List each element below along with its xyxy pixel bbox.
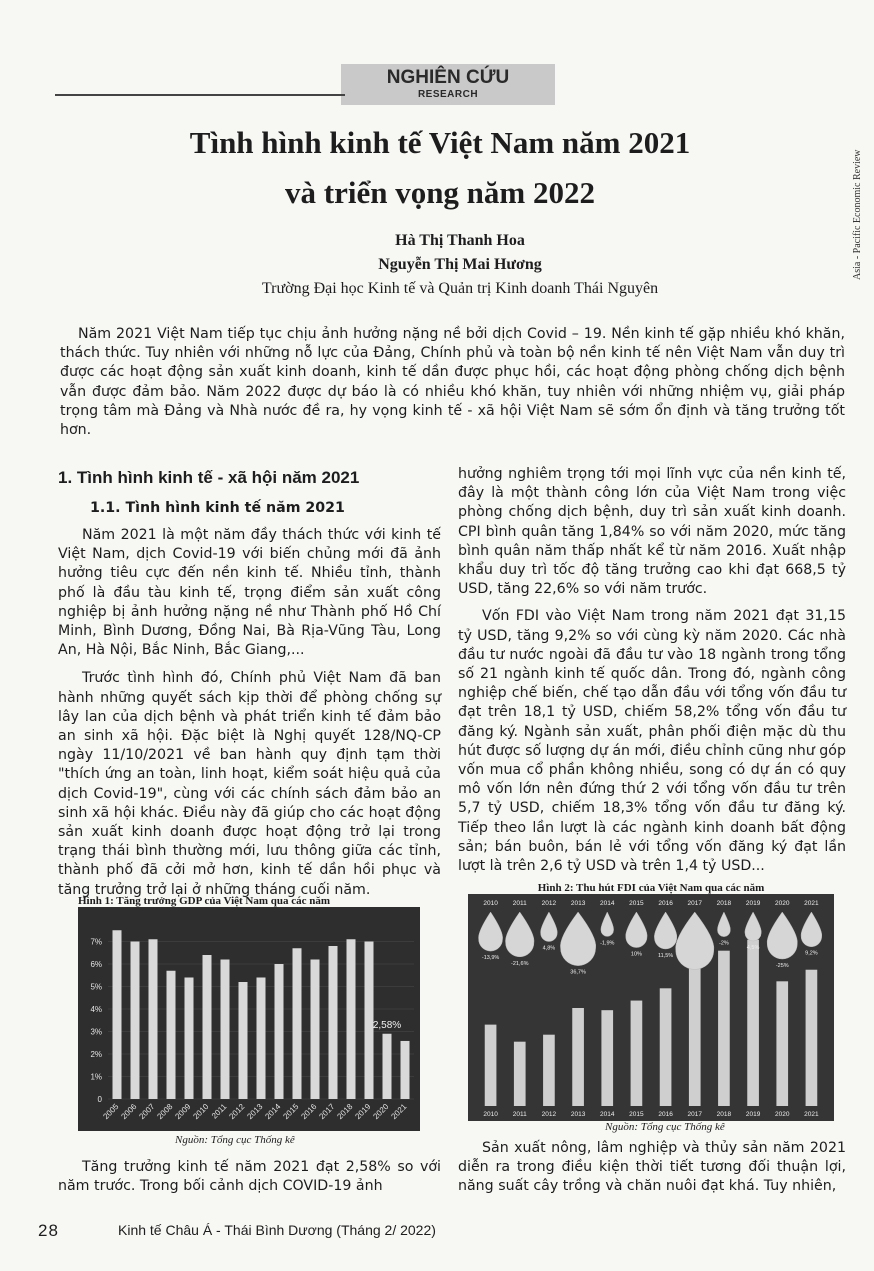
bar-2017	[689, 949, 701, 1106]
bar-2014	[275, 964, 284, 1099]
bar-2009	[185, 978, 194, 1100]
left-paragraph-2: Trước tình hình đó, Chính phủ Việt Nam đã ban hành những quyết sách kịp thời để phòng chống sự lây lan của dịch bệnh và phát triển kinh tế đảm bảo an sinh xã hội. Đặc biệt là Nghị quyết 128/NQ-CP ngày 11/10/2021 về ban hành quy định tạm thời "thích ứng an toàn, linh hoạt, kiểm soát hiệu quả của dịch Covid-19", cùng với các chính sách đảm bảo an sinh xã hội khác. Điều này đã giúp cho các hoạt động sản xuất kinh doanh được hoạt động trở lại trong trạng thái bình thường mới, lưu thông giữa các tỉnh, thành phố đã cởi mở hơn, kinh tế dần hồi phục và tăng trưởng trở lại ở những tháng cuối năm.	[58, 670, 441, 898]
journal-side-label: Asia - Pacific Economic Review	[852, 149, 863, 280]
growth-label: -1,9%	[600, 940, 615, 947]
bar-2021	[401, 1041, 410, 1099]
y-tick-label: 3%	[90, 1027, 102, 1037]
y-tick-label: 5%	[90, 982, 102, 992]
x-tick-label: 2012	[227, 1102, 247, 1121]
x-tick-label: 2005	[101, 1102, 121, 1121]
growth-label: -2%	[719, 940, 729, 947]
top-year-label: 2017	[687, 900, 702, 907]
growth-droplet	[479, 912, 503, 951]
right-paragraph-1: hưởng nghiêm trọng tới mọi lĩnh vực của nền kinh tế, đây là một thành công lớn của Việt Nam trong việc phòng chống dịch bệnh, duy trì sản xuất kinh doanh. CPI bình quân tăng 1,84% so với năm 2020, mức tăng bình quân năm thấp nhất kể từ năm 2016. Xuất nhập khẩu duy trì tốc độ tăng trưởng cao khi đạt 668,5 tỷ USD, tăng 22,6% so với năm trước.	[458, 466, 846, 598]
growth-label: 4,5%	[746, 945, 760, 952]
left-paragraph-1: Năm 2021 là một năm đầy thách thức với kinh tế Việt Nam, dịch Covid-19 với biến chủng mới đã ảnh hưởng tiêu cực đến nền kinh tế. Nhiều tỉnh, thành phố là đầu tàu kinh tế, trọng điểm sản xuất công nghiệp bị ảnh hưởng nặng nề như Thành phố Hồ Chí Minh, Bình Dương, Đồng Nai, Bà Rịa-Vũng Tàu, Long An, Hà Nội, Bắc Ninh, Bắc Giang,...	[58, 527, 441, 659]
bar-2007	[149, 939, 158, 1099]
right-column	[458, 465, 846, 876]
x-tick-label: 2013	[245, 1102, 265, 1121]
top-year-label: 2010	[483, 900, 498, 907]
left-column	[58, 526, 441, 900]
top-year-label: 2019	[745, 900, 761, 907]
top-year-label: 2014	[600, 900, 615, 907]
top-year-label: 2011	[512, 900, 527, 907]
bar-2020	[383, 1034, 392, 1099]
abstract: Năm 2021 Việt Nam tiếp tục chịu ảnh hưởng nặng nề bởi dịch Covid – 19. Nền kinh tế gặp nhiều khó khăn, thách thức. Tuy nhiên với những nỗ lực của Đảng, Chính phủ và toàn bộ nền kinh tế nên Việt Nam vẫn duy trì được các hoạt động sản xuất kinh doanh, kinh tế dần được phục hồi, các hoạt động phòng chống dịch bệnh vẫn được đảm bảo. Năm 2022 được dự báo là có nhiều khó khăn, tuy nhiên với những nhiệm vụ, giải pháp trọng tâm mà Đảng và Nhà nước đề ra, hy vọng kinh tế - xã hội Việt Nam sẽ sớm ổn định và tăng trưởng tốt hơn.	[60, 326, 845, 439]
bottom-year-label: 2016	[658, 1111, 673, 1118]
x-tick-label: 2014	[263, 1102, 283, 1121]
section-tab	[341, 64, 555, 105]
top-year-label: 2016	[658, 900, 673, 907]
growth-droplet	[560, 912, 595, 966]
growth-label: 10%	[630, 951, 642, 958]
bar-2011	[221, 960, 230, 1100]
x-tick-label: 2008	[155, 1102, 175, 1121]
header-rule	[55, 94, 345, 96]
title-line-2: và triển vọng năm 2022	[285, 175, 595, 210]
section-heading-1: 1. Tình hình kinh tế - xã hội năm 2021	[58, 468, 360, 487]
left-column-tail	[58, 1158, 441, 1196]
y-tick-label: 6%	[90, 960, 102, 969]
y-tick-label: 1%	[90, 1072, 102, 1082]
growth-droplet	[717, 912, 730, 937]
subsection-heading-1-1: 1.1. Tình hình kinh tế năm 2021	[90, 500, 345, 516]
bar-2015	[631, 1001, 643, 1106]
growth-droplet	[676, 912, 714, 969]
bar-2012	[543, 1035, 555, 1106]
bar-2016	[660, 988, 672, 1106]
bar-2011	[514, 1042, 526, 1106]
bottom-year-label: 2011	[512, 1111, 527, 1118]
growth-droplet	[654, 912, 676, 949]
top-year-label: 2013	[570, 900, 586, 907]
top-year-label: 2015	[629, 900, 644, 907]
bar-2020	[776, 981, 788, 1106]
bottom-year-label: 2017	[687, 1111, 702, 1118]
growth-label: 9,2%	[805, 950, 818, 957]
bottom-year-label: 2019	[745, 1111, 761, 1118]
growth-label: 4,8%	[542, 945, 556, 952]
authors-block	[170, 229, 750, 301]
data-label: 2,58%	[372, 1019, 402, 1031]
bar-2014	[601, 1010, 613, 1106]
growth-droplet	[745, 912, 761, 941]
right-paragraph-3: Sản xuất nông, lâm nghiệp và thủy sản năm 2021 diễn ra trong điều kiện thời tiết tương đối thuận lợi, năng suất cây trồng và chăn nuôi đạt khá. Tuy nhiên,	[458, 1140, 846, 1195]
growth-label: -25%	[775, 963, 789, 969]
growth-droplet	[626, 912, 647, 948]
journal-footer: Kinh tế Châu Á - Thái Bình Dương (Tháng 2/ 2022)	[118, 1222, 436, 1238]
y-tick-label: 2%	[90, 1050, 102, 1059]
figure-2-chart	[468, 894, 834, 1121]
bar-2018	[718, 951, 730, 1106]
section-sublabel: RESEARCH	[417, 89, 479, 100]
growth-label: 11,5%	[657, 952, 674, 959]
growth-label: -13,9%	[481, 955, 500, 962]
y-tick-label: 4%	[90, 1005, 102, 1014]
right-paragraph-2: Vốn FDI vào Việt Nam trong năm 2021 đạt 31,15 tỷ USD, tăng 9,2% so với cùng kỳ năm 2020. Các nhà đầu tư nước ngoài đã đầu tư vào 18 ngành trong tổng số 21 ngành kinh tế quốc dân. Trong đó, ngành công nghiệp chế biến, chế tạo dẫn đầu với tổng vốn đầu tư đạt trên 18,1 tỷ USD, chiếm 58,2% tổng vốn đầu tư đăng ký. Ngành sản xuất, phân phối điện mặc dù thu hút được số lượng dự án mới, điều chỉnh cũng như góp vốn mua cổ phần không nhiều, song có dự án có quy mô vốn lớn nên đứng thứ 2 với tổng vốn đầu tư trên 5,7 tỷ USD, chiếm 18,3% tổng vốn đầu tư đăng ký. Tiếp theo lần lượt là các ngành kinh doanh bất động sản; bán buôn, bán lẻ với tổng vốn đăng ký đạt lần lượt là trên 2,6 tỷ USD và trên 1,4 tỷ USD...	[458, 608, 846, 875]
x-tick-label: 2006	[119, 1102, 139, 1121]
growth-droplet	[801, 912, 822, 947]
growth-label: 36,7%	[570, 969, 586, 976]
left-paragraph-3: Tăng trưởng kinh tế năm 2021 đạt 2,58% so với năm trước. Trong bối cảnh dịch COVID-19 ảnh	[58, 1159, 441, 1195]
top-year-label: 2020	[775, 900, 790, 907]
top-year-label: 2012	[541, 900, 557, 907]
bar-2016	[311, 960, 320, 1100]
x-tick-label: 2015	[281, 1102, 301, 1121]
bar-2010	[485, 1025, 497, 1106]
x-tick-label: 2009	[173, 1102, 193, 1121]
bar-2005	[113, 930, 122, 1099]
growth-droplet	[541, 912, 558, 941]
bar-2006	[131, 942, 140, 1100]
article-title	[120, 118, 760, 218]
growth-droplet	[505, 912, 534, 957]
x-tick-label: 2019	[353, 1102, 373, 1121]
bar-2017	[329, 946, 338, 1099]
author-2: Nguyễn Thị Mai Hương	[378, 256, 542, 273]
fdi-chart-svg	[468, 894, 834, 1121]
x-tick-label: 2018	[335, 1102, 355, 1121]
gdp-chart-svg	[78, 907, 420, 1131]
title-line-1: Tình hình kinh tế Việt Nam năm 2021	[189, 125, 691, 160]
figure-2-source: Nguồn: Tổng cục Thống kê	[605, 1121, 725, 1133]
bar-2015	[293, 948, 302, 1099]
x-tick-label: 2010	[191, 1102, 211, 1121]
bottom-year-label: 2012	[541, 1111, 557, 1118]
bar-2012	[239, 982, 248, 1099]
x-tick-label: 2016	[299, 1102, 319, 1121]
growth-droplet	[767, 912, 797, 959]
bottom-year-label: 2010	[483, 1111, 498, 1118]
growth-droplet	[601, 912, 614, 936]
bottom-year-label: 2013	[570, 1111, 586, 1118]
x-tick-label: 2021	[389, 1102, 409, 1121]
x-tick-label: 2017	[317, 1102, 337, 1121]
bar-2008	[167, 971, 176, 1099]
x-tick-label: 2011	[209, 1102, 229, 1121]
x-tick-label: 2020	[371, 1102, 391, 1121]
affiliation: Trường Đại học Kinh tế và Quản trị Kinh doanh Thái Nguyên	[261, 280, 659, 297]
bar-2013	[257, 978, 266, 1100]
y-tick-label: 7%	[90, 937, 102, 947]
bar-2010	[203, 955, 212, 1099]
figure-1-source: Nguồn: Tổng cục Thống kê	[175, 1134, 295, 1146]
bottom-year-label: 2020	[775, 1111, 790, 1118]
figure-1-title: Hình 1: Tăng trưởng GDP của Việt Nam qua các năm	[78, 895, 331, 907]
page-number: 28	[38, 1221, 59, 1240]
bottom-year-label: 2015	[629, 1111, 644, 1118]
bottom-year-label: 2021	[804, 1111, 819, 1118]
bottom-year-label: 2014	[600, 1111, 615, 1118]
y-tick-label: 0	[97, 1095, 102, 1104]
author-1: Hà Thị Thanh Hoa	[395, 232, 525, 249]
bar-2019	[747, 940, 759, 1106]
bar-2013	[572, 1008, 584, 1106]
bar-2021	[806, 970, 818, 1106]
figure-2-title: Hình 2: Thu hút FDI của Việt Nam qua các năm	[537, 882, 765, 894]
top-year-label: 2021	[804, 900, 819, 907]
bottom-year-label: 2018	[716, 1111, 732, 1118]
x-tick-label: 2007	[137, 1102, 157, 1121]
section-label: NGHIÊN CỨU	[386, 67, 510, 88]
bar-2018	[347, 939, 356, 1099]
top-year-label: 2018	[716, 900, 732, 907]
figure-1-chart	[78, 907, 420, 1131]
right-column-tail	[458, 1139, 846, 1197]
growth-label: -21,6%	[511, 960, 529, 967]
